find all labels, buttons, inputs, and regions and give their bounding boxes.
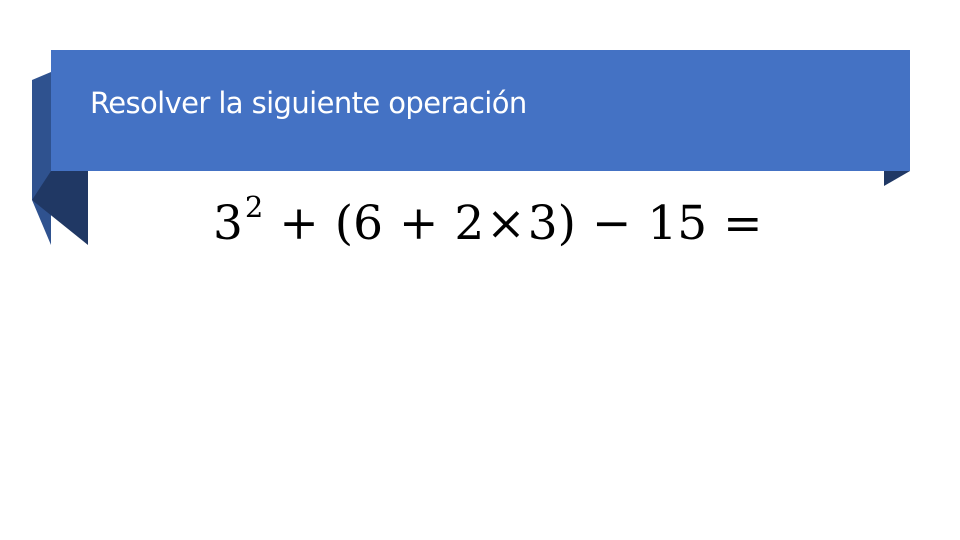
close-parenthesis: ) [557, 196, 576, 251]
number-six: 6 [353, 196, 383, 251]
exponent: 2 [244, 190, 264, 224]
number-two: 2 [454, 196, 485, 251]
ribbon-left-fold [32, 72, 51, 245]
slide-title: Resolver la siguiente operación [90, 86, 527, 120]
times-operator: × [486, 196, 526, 251]
math-expression [213, 190, 779, 266]
base-number: 3 [213, 196, 243, 251]
open-parenthesis: ( [334, 196, 354, 251]
equals-sign: = [723, 196, 763, 251]
number-three: 3 [527, 196, 558, 251]
ribbon-right-fold [884, 171, 910, 186]
plus-operator-inner: + [399, 196, 439, 251]
minus-operator: − [591, 196, 632, 251]
number-fifteen: 15 [647, 196, 708, 251]
plus-operator: + [279, 196, 319, 251]
